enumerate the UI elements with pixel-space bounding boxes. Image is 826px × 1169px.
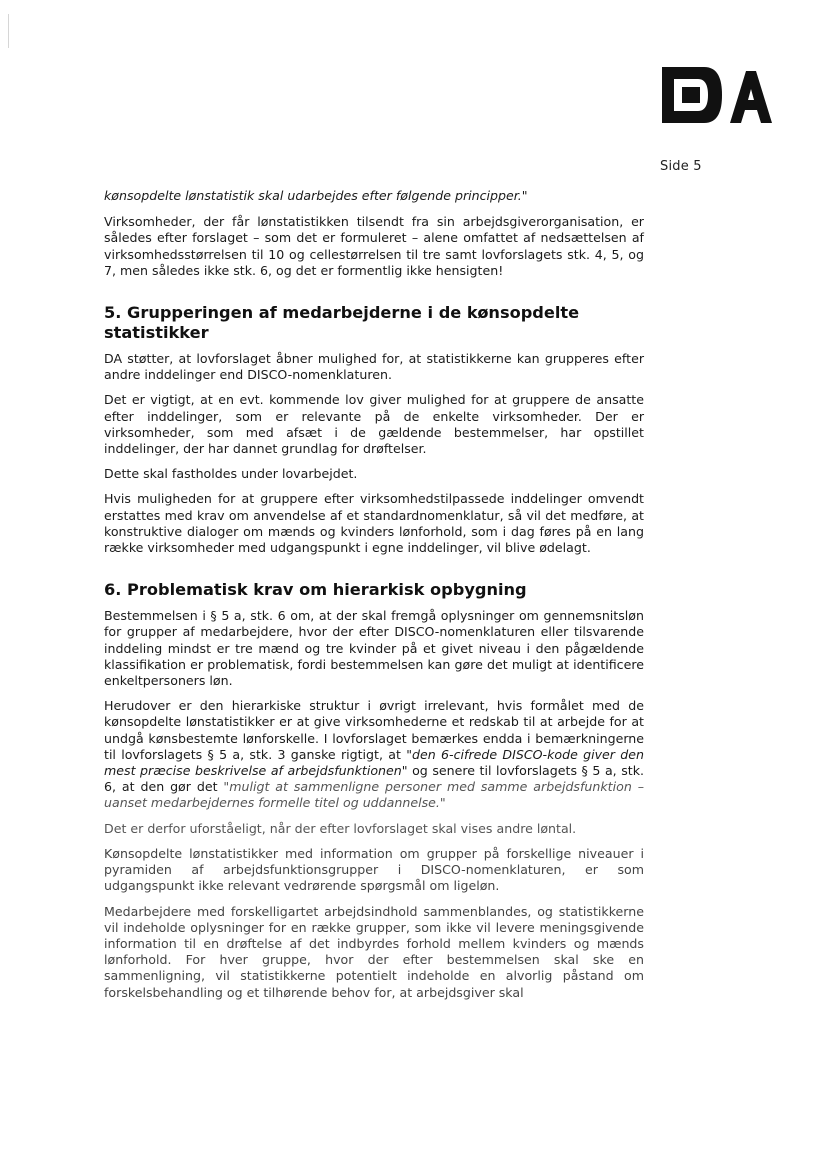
section-6-paragraph-2-text-b: og senere til lovforslagets § 5 a, stk. 6, at den gør det [104, 763, 644, 795]
section-5-heading: 5. Grupperingen af medarbejderne i de kønsopdelte statistikker [104, 303, 580, 343]
da-logo [660, 63, 772, 127]
section-6-heading: 6. Problematisk krav om hierarkisk opbygning [104, 580, 527, 600]
paragraph-lonstatistik: Virksomheder, der får lønstatistikken tilsendt fra sin arbejdsgiverorganisation, er således efter forslaget – som det er formuleret – alene omfattet af nedsættelsen af virksomhedsstørrelsen til 10 og cellestørrelsen til tre samt lovforslagets stk. 4, 5, og 7, men således ikke stk. 6, og det er formentlig ikke hensigten! [104, 214, 644, 278]
section-6-paragraph-2-text-a: Herudover er den hierarkiske struktur i øvrigt irrelevant, hvis formålet med de kønsopdelte lønstatistikker er at give virksomhederne et redskab til at arbejde for at undgå kønsbestemte lønforskelle. I lovforslaget bemærkes endda i bemærkningerne til lovforslagets § 5 a, stk. 3 ganske rigtigt, at [104, 698, 644, 762]
section-6-paragraph-2 [104, 698, 644, 811]
quote-continuation: kønsopdelte lønstatistik skal udarbejdes efter følgende principper." [104, 188, 528, 203]
section-6-paragraph-3: Det er derfor uforståeligt, når der efter lovforslaget skal vises andre løntal. [104, 820, 577, 836]
section-5-paragraph-2: Det er vigtigt, at en evt. kommende lov giver mulighed for at gruppere de ansatte efter inddelinger, som er relevante på de enkelte virksomheder. Der er virksomheder, som med afsæt i de gældende bestemmelser, har opstillet inddelinger, der har dannet grundlag for drøftelser. [104, 392, 644, 457]
section-5-paragraph-4: Hvis muligheden for at gruppere efter virksomhedstilpassede inddelinger omvendt erstattes med krav om anvendelse af et standardnomenklatur, så vil det medføre, at konstruktive dialoger om mænds og kvinders lønforhold, som i dag føres på en lang række virksomheder med udgangspunkt i egne inddelinger, vil blive ødelagt. [104, 491, 644, 556]
page-number-label: Side 5 [660, 159, 702, 174]
section-5-paragraph-1: DA støtter, at lovforslaget åbner mulighed for, at statistikkerne kan grupperes efter andre inddelinger end DISCO-nomenklaturen. [104, 351, 644, 383]
section-6-paragraph-5: Medarbejdere med forskelligartet arbejdsindhold sammenblandes, og statistikkerne vil indeholde oplysninger for en række grupper, som ikke vil levere meningsgivende information til en drøftelse af det indbyrdes forhold mellem kvinders og mænds lønforhold. For hver gruppe, hvor der efter bestemmelsen skal ske en sammenligning, vil statistikkerne potentielt indeholde en alvorlig påstand om forskelsbehandling og et tilhørende behov for, at arbejdsgiver skal [104, 903, 644, 1000]
section-5-paragraph-3: Dette skal fastholdes under lovarbejdet. [104, 466, 358, 482]
section-6-quote-sammenligne: "muligt at sammenligne personer med samme arbejdsfunktion – uanset medarbejdernes formelle titel og uddannelse." [104, 779, 644, 811]
section-6-quote-disco: "den 6-cifrede DISCO-kode giver den mest præcise beskrivelse af arbejdsfunktionen" [104, 746, 644, 779]
document-body [104, 188, 644, 1010]
section-6-paragraph-4: Kønsopdelte lønstatistikker med information om grupper på forskellige niveauer i pyramiden af arbejdsfunktionsgrupper i DISCO-nomenklaturen, er som udgangspunkt ikke relevant vedrørende spørgsmål om ligeløn. [104, 845, 644, 894]
section-6-paragraph-1: Bestemmelsen i § 5 a, stk. 6 om, at der skal fremgå oplysninger om gennemsnitsløn for grupper af medarbejdere, hvor der efter DISCO-nomenklaturen eller tilsvarende inddeling mindst er tre mænd og tre kvinder på et givet niveau i den pågældende klassifikation er problematisk, fordi bestemmelsen kan gøre det muligt at identificere enkeltpersoners løn. [104, 608, 644, 689]
scan-edge-mark [8, 14, 9, 48]
